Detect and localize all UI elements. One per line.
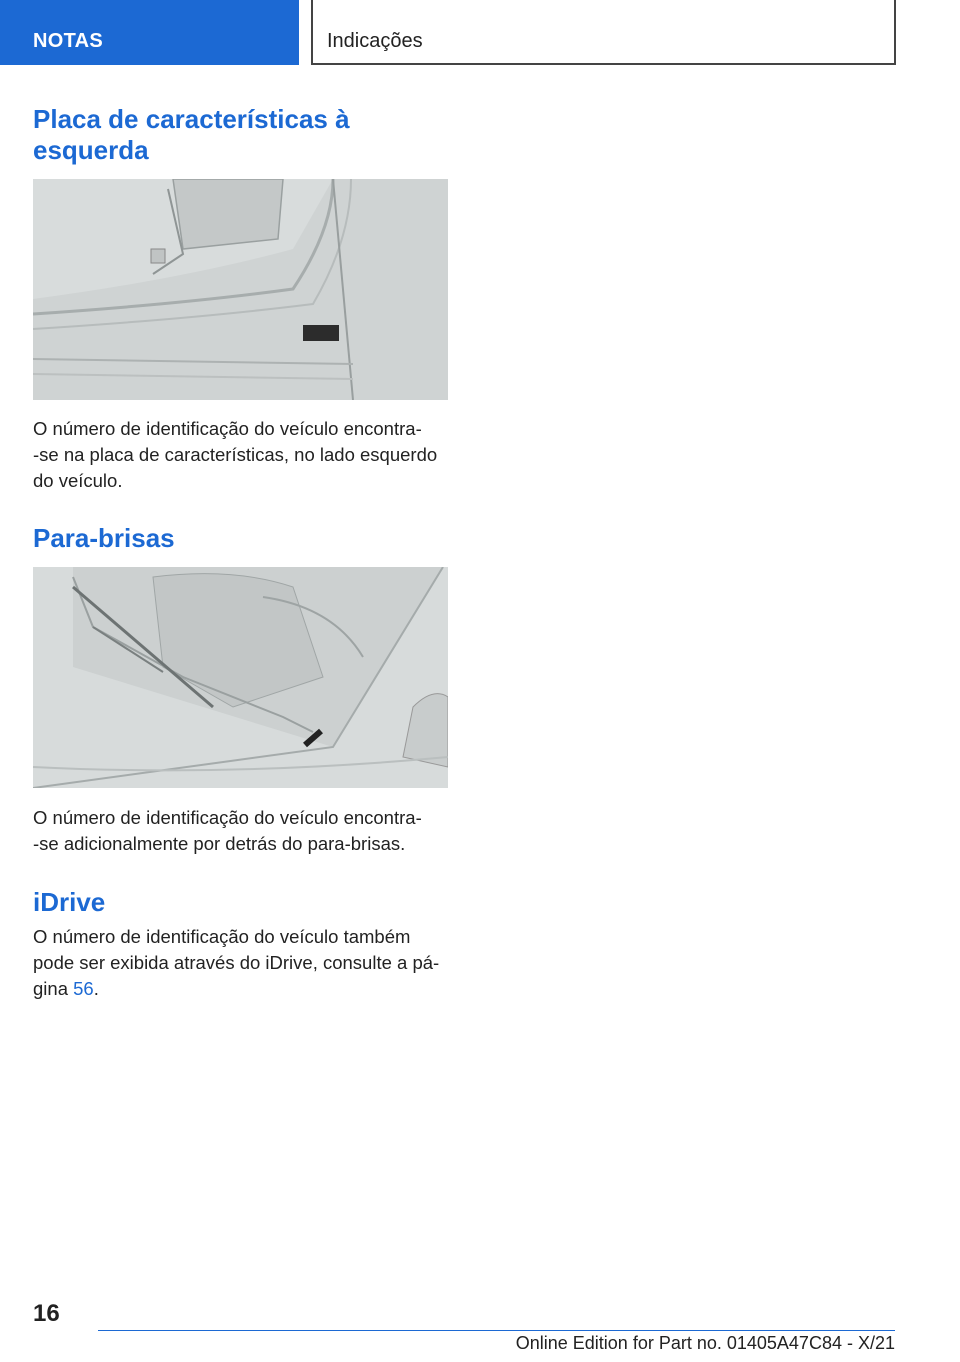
heading-placa-line2: esquerda — [33, 135, 149, 165]
parabrisas-text-line1: O número de identificação do veículo encontra- — [33, 807, 422, 828]
placa-paragraph — [33, 416, 453, 494]
header-chapter-label: Indicações — [327, 30, 423, 52]
parabrisas-paragraph — [33, 805, 453, 857]
page-reference-link[interactable]: 56 — [73, 978, 94, 999]
heading-placa-line1: Placa de características à — [33, 104, 350, 134]
parabrisas-text-line2: -se adicionalmente por detrás do para-brisas. — [33, 833, 406, 854]
idrive-text-line2: pode ser exibida através do iDrive, consulte a pá- — [33, 952, 440, 973]
idrive-text-line1: O número de identificação do veículo também — [33, 926, 411, 947]
heading-idrive: iDrive — [33, 887, 106, 917]
footer-divider — [98, 1330, 895, 1331]
door-sill-illustration — [33, 179, 448, 400]
footer-edition-text: Online Edition for Part no. 01405A47C84 - X/21 — [515, 1333, 895, 1353]
heading-parabrisas: Para-brisas — [33, 523, 175, 553]
idrive-text-line3-suffix: . — [93, 978, 99, 999]
header-chapter-tab — [311, 0, 896, 65]
windshield-illustration — [33, 567, 448, 788]
idrive-text-line3-prefix: gina — [33, 978, 74, 999]
idrive-paragraph — [33, 924, 453, 1002]
heading-placa — [33, 104, 350, 166]
page-number: 16 — [33, 1300, 60, 1327]
placa-text-line1: O número de identificação do veículo encontra- — [33, 418, 422, 439]
header-section-tab — [0, 0, 299, 65]
placa-text-line3: do veículo. — [33, 470, 123, 491]
header-section-label: NOTAS — [33, 30, 104, 52]
placa-text-line2: -se na placa de características, no lado esquerdo — [33, 444, 438, 465]
